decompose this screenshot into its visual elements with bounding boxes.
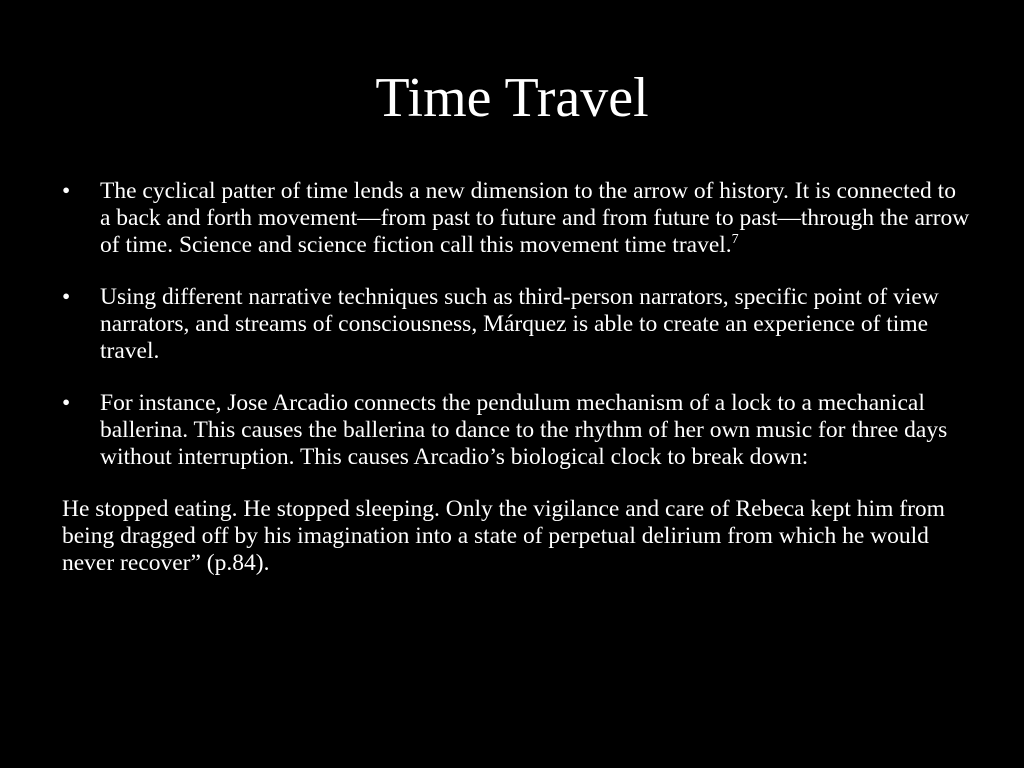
- bullet-text: The cyclical patter of time lends a new dimension to the arrow of history. It is connected to a back and forth movement—from past to future and from future to past—through the arrow of time. Science and science fiction call this movement time travel.: [100, 178, 970, 258]
- bullet-item: [62, 390, 972, 471]
- bullet-dot-icon: •: [62, 178, 71, 204]
- footnote-marker: 7: [731, 232, 739, 248]
- bullet-item: [62, 284, 972, 365]
- bullet-text: Using different narrative techniques such as third-person narrators, specific point of view narrators, and streams of consciousness, Márquez is able to create an experience of time travel.: [100, 284, 939, 364]
- bullet-dot-icon: •: [62, 390, 71, 416]
- quote-paragraph: He stopped eating. He stopped sleeping. Only the vigilance and care of Rebeca kept him from being dragged off by his imagination into a state of perpetual delirium from which he would never recover” (p.84).: [62, 496, 945, 576]
- bullet-dot-icon: •: [62, 284, 71, 310]
- slide-body: [62, 178, 972, 577]
- bullet-text: For instance, Jose Arcadio connects the pendulum mechanism of a lock to a mechanical ballerina. This causes the ballerina to dance to the rhythm of her own music for three days without interruption. This causes Arcadio’s biological clock to break down:: [100, 390, 948, 470]
- bullet-item: [62, 178, 972, 259]
- slide-title: Time Travel: [375, 67, 649, 129]
